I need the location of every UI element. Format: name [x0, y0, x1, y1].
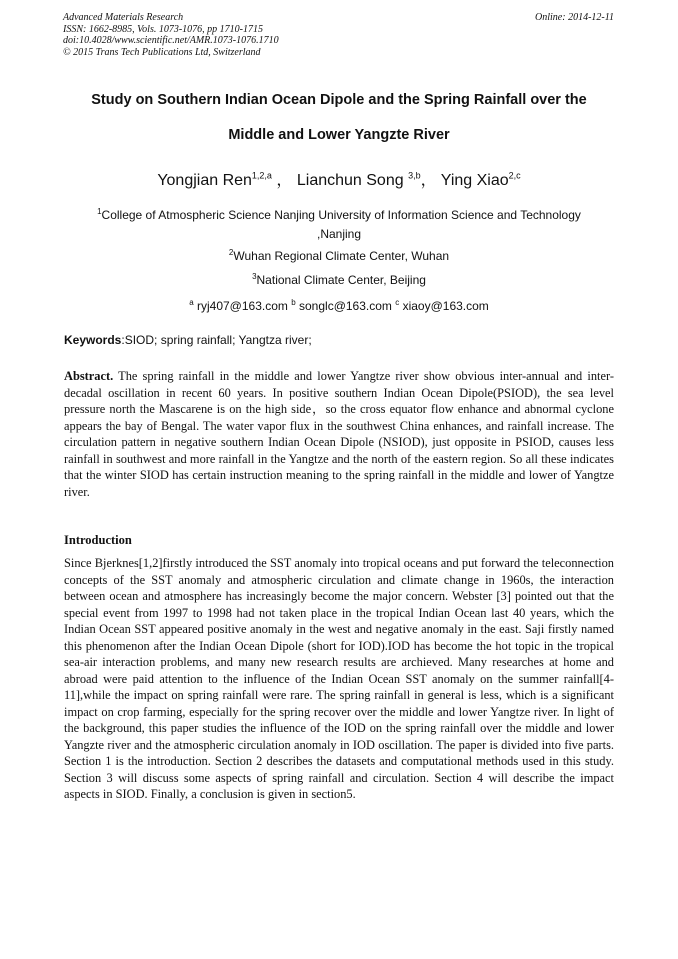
- journal-name: Advanced Materials Research: [63, 12, 184, 23]
- copyright-line: © 2015 Trans Tech Publications Ltd, Switzerland: [63, 46, 261, 58]
- author-name: Yongjian Ren: [157, 172, 252, 189]
- author-name: Lianchun Song: [296, 172, 409, 189]
- affiliation-1: $^1$College of Atmospheric Science Nanjing University of Information Science and Technology ,Nanjing: [97, 207, 581, 241]
- section-heading-introduction: Introduction: [64, 533, 132, 547]
- author-sup: 3,b: [408, 170, 421, 181]
- author-list: [0, 167, 678, 190]
- introduction-text: Since Bjerknes[1,2]firstly introduced the SST anomaly into tropical oceans and put forward the teleconnection concepts of the SST anomaly and atmospheric circulation and climate change in 1960s, the interaction between ocean and atmosphere has increasingly become the major concern. Webster [3] pointed out that the special event from 1997 to 1998 had not taken place in the tropical Indian Ocean last 40 years, which the Indian Ocean SST appeared positive anomaly in the west and negative anomaly in the east. Saji firstly named this phenomenon after the Indian Ocean Dipole (short for IOD).IOD has become the hot topic in the tropical sea-air interaction problems, and many new research results are archieved. Many researches at home and abroad were paid attention to the influence of the Indian Ocean SST anomaly on the summer rainfall[4-11],while the impact on spring rainfall were rare. The spring rainfall in general is less, which is a significant impact on crop farming, especially for the spring recover over the middle and lower Yangtze river. In light of the background, this paper studies the influence of the IOD on the spring rainfall over the middle and lower Yangzte river and the atmospheric circulation anomaly in IOD oscillation. The paper is divided into five parts. Section 1 is the introduction. Section 2 describes the datasets and computational methods used in this study. Section 3 will discuss some aspects of spring rainfall and circulation. Section 4 will describe the impact aspects in SIOD. Finally, a conclusion is given in section5.: [64, 556, 614, 801]
- abstract-label: Abstract.: [64, 369, 114, 383]
- paper-title-line-2: Middle and Lower Yangzte River: [228, 127, 450, 143]
- doi-line: doi:10.4028/www.scientific.net/AMR.1073-1076.1710: [63, 35, 279, 46]
- author-name: Ying Xiao: [440, 172, 509, 189]
- affiliation-3: $^3$National Climate Center, Beijing: [252, 272, 426, 287]
- keywords-label: Keywords: [64, 333, 122, 347]
- email-link[interactable]: songlc@163.com: [295, 299, 396, 313]
- abstract-text: The spring rainfall in the middle and lower Yangtze river show obvious inter-annual and inter-decadal oscillation in recent 60 years. In positive southern Indian Ocean Dipole(PSIOD), the sea level pressure north the Mascarene is on the high side，so the cross equator flow enhance and abnormal cyclone appears the bay of Bengal. The water vapor flux in the southwest China enhances, and rainfall increase. The circulation pattern in negative southern Indian Ocean Dipole (NSIOD), just opposite in PSIOD, causes less rainfall in southwest and more rainfall in the Yangtze and the north of the eastern region. So all these indicates that the winter SIOD has certain instruction meaning to the spring rainfall in the middle and lower of Yangtze river.: [64, 369, 614, 499]
- author-sup: 1,2,a: [251, 170, 272, 181]
- abstract: [64, 368, 614, 500]
- keywords-text: :SIOD; spring rainfall; Yangtza river;: [121, 333, 312, 347]
- online-date: Online: 2014-12-11: [535, 12, 614, 23]
- author-emails: $^a$ ryj407@163.com $^b$ songlc@163.com $^c$ xiaoy@163.com: [189, 298, 489, 313]
- email-link[interactable]: ryj407@163.com: [193, 299, 292, 313]
- paper-title-line-1: Study on Southern Indian Ocean Dipole and the Spring Rainfall over the: [91, 92, 587, 108]
- author-sup: 2,c: [508, 170, 521, 181]
- issn-line: ISSN: 1662-8985, Vols. 1073-1076, pp 1710-1715: [63, 23, 263, 35]
- journal-header: [63, 12, 279, 58]
- keywords: [64, 333, 312, 347]
- author-separator: ，: [420, 172, 437, 189]
- affiliation-2: $^2$Wuhan Regional Climate Center, Wuhan: [228, 248, 450, 263]
- email-link[interactable]: xiaoy@163.com: [399, 299, 489, 313]
- author-separator: ，: [271, 172, 293, 189]
